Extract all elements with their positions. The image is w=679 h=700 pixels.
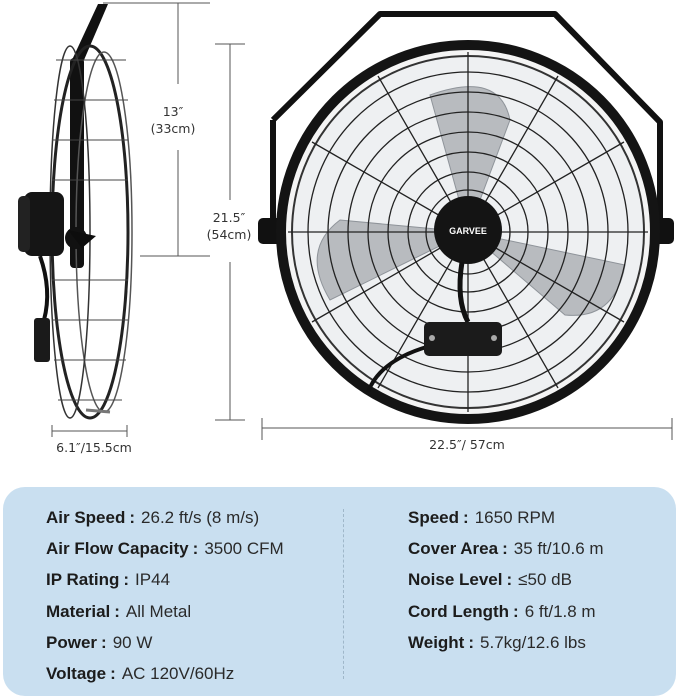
spec-column-right [408,503,604,659]
spec-value: AC 120V/60Hz [121,663,235,683]
spec-value: 5.7kg/12.6 lbs [480,632,586,652]
spec-row-ip-rating: IP Rating : IP44 [46,570,171,590]
spec-value: 6 ft/1.8 m [524,601,596,621]
spec-value: ≤50 dB [518,570,572,590]
diameter-cm: (54cm) [206,226,252,242]
spec-value: 90 W [112,632,153,652]
spec-row-air-flow: Air Flow Capacity : 3500 CFM [46,539,284,559]
spec-label: Noise Level [408,570,503,590]
spec-row-power: Power : 90 W [46,632,153,652]
width-label: 22.5″/ 57cm [429,437,505,452]
side-height-inches: 13″ [162,104,184,119]
spec-value: 1650 RPM [474,508,556,527]
spec-row-noise-level: Noise Level : ≤50 dB [408,570,572,590]
side-height-cm: (33cm) [150,120,196,136]
spec-value: 3500 CFM [204,539,284,559]
spec-row-weight: Weight : 5.7kg/12.6 lbs [408,632,586,652]
side-height-label [138,104,208,138]
spec-value: 35 ft/10.6 m [513,539,604,559]
spec-label: IP Rating [46,570,120,590]
spec-row-speed: Speed : 1650 RPM [408,508,556,527]
spec-label: Cover Area [408,539,499,559]
brand-logo: GARVEE [449,226,487,236]
spec-row-cover-area: Cover Area : 35 ft/10.6 m [408,539,604,559]
diameter-inches: 21.5″ [212,210,246,225]
spec-row-voltage: Voltage : AC 120V/60Hz [46,663,235,683]
spec-panel [3,487,676,696]
spec-label: Air Flow Capacity [46,539,189,559]
diameter-label [194,210,264,244]
spec-row-cord-length: Cord Length : 6 ft/1.8 m [408,601,596,621]
spec-label: Weight [408,632,465,652]
spec-label: Cord Length [408,601,510,621]
spec-row-material: Material : All Metal [46,601,192,621]
fan-front-view [258,14,674,419]
fan-side-view [18,4,132,418]
spec-value: 26.2 ft/s (8 m/s) [141,508,260,527]
spec-label: Voltage [46,663,107,683]
spec-label: Power [46,632,98,652]
spec-column-left [46,503,284,690]
spec-value: All Metal [125,601,192,621]
spec-label: Air Speed [46,508,126,527]
spec-divider [343,509,344,679]
spec-label: Speed [408,508,460,527]
depth-label: 6.1″/15.5cm [56,440,132,455]
spec-value: IP44 [135,570,171,590]
spec-label: Material [46,601,111,621]
spec-row-air-speed: Air Speed : 26.2 ft/s (8 m/s) [46,508,260,527]
